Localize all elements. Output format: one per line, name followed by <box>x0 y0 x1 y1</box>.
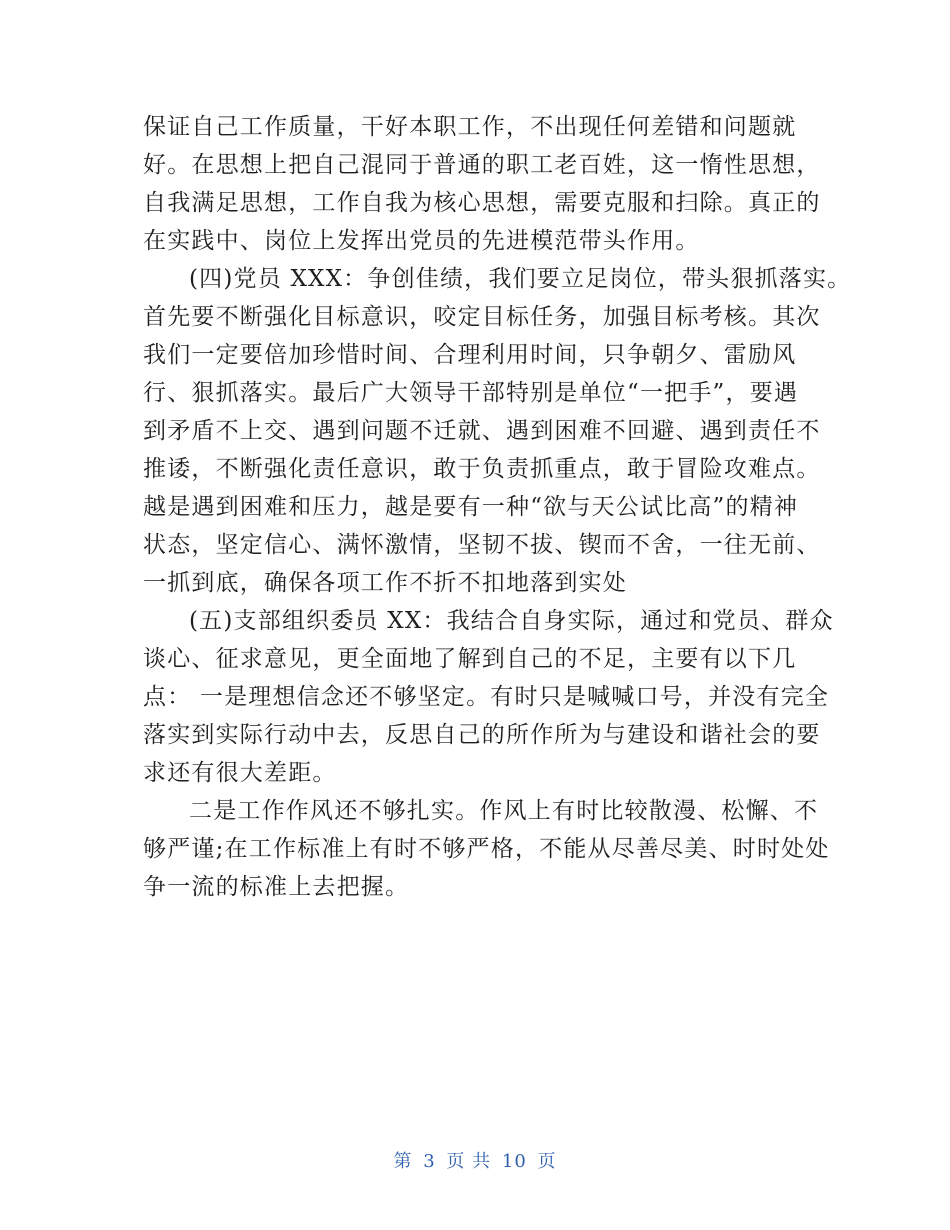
footer-total-pages: 10 <box>501 1151 527 1172</box>
text-line: 落实到实际行动中去，反思自己的所作所为与建设和谐社会的要 <box>143 722 821 748</box>
text-line: 够严谨;在工作标准上有时不够严格，不能从尽善尽美、时时处处 <box>143 836 830 862</box>
text-line: 到矛盾不上交、遇到问题不迁就、遇到困难不回避、遇到责任不 <box>143 418 821 444</box>
text-line: 保证自己工作质量，干好本职工作，不出现任何差错和问题就 <box>143 114 797 140</box>
text-line: 争一流的标准上去把握。 <box>143 874 410 900</box>
text-line: 行、狠抓落实。最后广大领导干部特别是单位“一把手”，要遇 <box>143 380 799 406</box>
footer-prefix: 第 <box>393 1151 413 1172</box>
text-line: 自我满足思想，工作自我为核心思想，需要克服和扫除。真正的 <box>143 190 821 216</box>
footer-current-page: 3 <box>423 1151 436 1172</box>
text-line: (五)支部组织委员 XX：我结合自身实际，通过和党员、群众 <box>189 608 834 634</box>
document-body <box>143 108 852 906</box>
text-line: 在实践中、岗位上发挥出党员的先进模范带头作用。 <box>143 228 700 254</box>
page-footer <box>0 1147 950 1173</box>
text-line: 状态，坚定信心、满怀激情，坚韧不拔、锲而不舍，一往无前、 <box>143 532 821 558</box>
text-line: 首先要不断强化目标意识，咬定目标任务，加强目标考核。其次 <box>143 304 821 330</box>
footer-suffix: 页 <box>537 1151 557 1172</box>
footer-middle: 页 共 <box>446 1151 492 1172</box>
text-line: 点： 一是理想信念还不够坚定。有时只是喊喊口号，并没有完全 <box>143 684 830 710</box>
text-line: 推诿，不断强化责任意识，敢于负责抓重点，敢于冒险攻难点。 <box>143 456 821 482</box>
text-line: 一抓到底，确保各项工作不折不扣地落到实处 <box>143 570 627 596</box>
text-line: 二是工作作风还不够扎实。作风上有时比较散漫、松懈、不 <box>189 798 819 824</box>
text-line: 好。在思想上把自己混同于普通的职工老百姓，这一惰性思想， <box>143 152 821 178</box>
text-line: (四)党员 XXX：争创佳绩，我们要立足岗位，带头狠抓落实。 <box>189 266 852 292</box>
text-line: 谈心、征求意见，更全面地了解到自己的不足，主要有以下几 <box>143 646 797 672</box>
text-line: 我们一定要倍加珍惜时间、合理利用时间，只争朝夕、雷励风 <box>143 342 797 368</box>
text-line: 越是遇到困难和压力，越是要有一种“欲与天公试比高”的精神 <box>143 494 799 520</box>
text-line: 求还有很大差距。 <box>143 760 337 786</box>
